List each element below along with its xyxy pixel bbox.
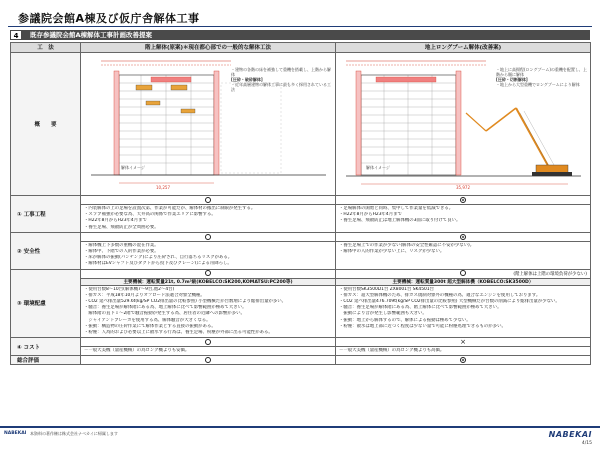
double-circle-icon — [460, 234, 466, 240]
circle-icon — [205, 234, 211, 240]
section-number: 4 — [10, 30, 22, 40]
total-row — [11, 356, 591, 365]
list-item: ・解体中、下階での人的作業が必要。 — [84, 249, 159, 255]
list-item: ・解体機上下多数の重機の混在作業。 — [84, 242, 159, 248]
list-item: ・排ガス：平成18年10月よりオフロード法適合対象全機種。 — [84, 292, 205, 298]
total-rating-left — [81, 356, 336, 365]
total-rating-right — [336, 356, 591, 365]
circle-icon — [205, 197, 211, 203]
row-label-total: 総合評価 — [11, 356, 81, 365]
footer-logo: NABEKAI — [4, 431, 27, 436]
circle-icon — [205, 339, 211, 345]
list-item: ・足場解体の開始と同時、集中して作業量を低減できる。 — [339, 206, 454, 211]
right-note-2: [圧砕・切断解体] — [496, 77, 528, 82]
safety-row — [11, 232, 591, 241]
section-label: 既存参議院会館A棟解体工事計画改善提案 — [30, 31, 153, 39]
footer-brand: NABEKAI — [548, 430, 592, 439]
list-item: ・排ガス：超大型解体機のため、排ガス規制対象外の機種の為、適合なエンジンを使用しております。 — [339, 292, 541, 298]
circle-icon — [205, 270, 211, 276]
cost-row — [11, 338, 591, 347]
list-item: ・H22年8月からH23年4月まで — [84, 218, 147, 224]
safety-right-text — [336, 241, 591, 269]
overview-row — [11, 53, 591, 196]
schedule-detail-row — [11, 205, 591, 233]
environment-rating-right — [336, 269, 591, 278]
right-dimension-label: 35,972 — [456, 185, 470, 190]
environment-row — [11, 269, 591, 278]
double-circle-icon — [460, 197, 466, 203]
list-item: ジャイアントブレーカを使用する為、解体騒音が大きくなる。 — [84, 317, 211, 323]
environment-rating-left — [81, 269, 336, 278]
page-number: 4/15 — [581, 441, 592, 446]
schedule-row — [11, 196, 591, 205]
page-title: 参議院会館A棟及び仮庁舎解体工事 — [18, 12, 200, 25]
section-bar — [10, 30, 590, 40]
left-note-3: ・近年高層建物の解体工事に最も多く採用されている工法 — [231, 82, 331, 92]
environment-detail-row — [11, 285, 591, 338]
list-item: ・CO2 延べ排出量476.709t(kg/SP CO2排出量の比較参照) 大型機械だが台数の削減により総排出量が少ない。 — [339, 299, 560, 305]
row-label-safety: ② 安全性 — [11, 232, 81, 269]
list-item: ・使用台数8～10台(解体機7～9台,他2～4台) — [84, 286, 175, 292]
schedule-rating-left — [81, 196, 336, 205]
schedule-rating-right — [336, 196, 591, 205]
double-circle-icon — [460, 357, 466, 363]
environment-right-text — [336, 285, 591, 338]
cost-right-text — [336, 347, 591, 356]
right-note-1: ・地上に高揚程(ロングブーム)の重機を配置し、上階から順に解体 — [496, 67, 587, 77]
right-drawing — [336, 53, 590, 195]
table-header-row — [11, 43, 591, 53]
list-item: ・振動：構造物の圧砕作業にて解体作業とする直接の振動がある。 — [84, 323, 216, 329]
list-item: ・振動：地上から解体するので、解体による振動は極めて少ない。 — [339, 317, 471, 323]
list-item: ・内装解体の上の足場を設置次第、作業が可能だが、解体材の搬出に制限が発生する。 — [84, 206, 256, 211]
list-item: ・解体中の人的作業が少ない上に、リスクが少ない。 — [339, 249, 445, 255]
list-item: ・使用台数SK3500D1台 ZX8001台 SK4501台 — [339, 286, 434, 292]
cost-rating-right — [336, 338, 591, 347]
safety-rating-left — [81, 232, 336, 241]
list-item: ・粉塵：人為的および必要以上に散水する行為は、養生足場、粉塵が外部に出る可能性がある。 — [84, 330, 273, 336]
cost-detail-row — [11, 347, 591, 356]
safety-detail-row — [11, 241, 591, 269]
list-item: ・解体材はEVシャフト及びダクトから投下及びクレーン(による吊降ろし。 — [84, 261, 232, 267]
right-machine-header: 主要機械：運転質量300t 超大型解体機（KOBELCO:SK3500D） — [336, 278, 591, 285]
page-footer — [0, 424, 600, 450]
comparison-table — [10, 42, 591, 365]
list-item: ・CO2 延べ排出量529.6t(kg/SP CO2排出量の比較参照) 小型機械だが台数増により総排出量が多い。 — [84, 299, 287, 305]
footer-copyright: 本資料の著作権は株式会社ナベカイに帰属します — [30, 431, 118, 436]
right-drawing-caption: 解体イメージ — [366, 165, 390, 170]
list-item: ・スラブ補強が必要な為、天井高の関係で作業エリアに影響する。 — [84, 212, 216, 218]
header-original: 階上解体(原案)＊現在都心部での一般的な解体工法 — [81, 43, 336, 53]
left-notes — [231, 67, 331, 92]
list-item: －一般大美機（量産機械）の為ロング機よりも安価。 — [84, 348, 190, 354]
safety-left-text — [81, 241, 336, 269]
circle-icon — [460, 270, 466, 276]
left-note-1: ・建物の各階の床を補強して重機を搭載し、上階から解体 — [231, 67, 331, 77]
cross-mark-icon: × — [460, 338, 466, 347]
header-improved: 地上ロングブーム解体(改善案) — [336, 43, 591, 53]
list-item: ・騒音：養生足場が解体階にある為、地上解体に比べて影響範囲が極めて大きい。 — [84, 305, 247, 311]
environment-note: (階上解体は上階の環境負荷が少ない) — [513, 271, 587, 277]
list-item: 振動により音が発生し影響範囲も大きい。 — [339, 311, 427, 317]
left-note-2: [圧砕・破砕解体] — [231, 77, 263, 82]
list-item: ・H22年8月からH23年4月まで — [339, 212, 402, 218]
left-machine-header: 主要機械：運転質量21t, 0.7m³級(KOBELCO:SK200,KOMATSU:PC200等) — [81, 278, 336, 285]
title-underline — [8, 26, 592, 27]
schedule-left-text — [81, 205, 336, 233]
footer-rule — [0, 426, 600, 428]
machine-header-row — [11, 278, 591, 285]
row-label-overview: 概 要 — [11, 53, 81, 196]
list-item: ・騒音：養生足場が解体階にある為、階上解体に比べて影響範囲が極めて大きい。 — [339, 305, 502, 311]
safety-rating-right — [336, 232, 591, 241]
row-label-environment: ③ 環境配慮 — [11, 269, 81, 338]
cost-rating-left — [81, 338, 336, 347]
header-method: 工 法 — [11, 43, 81, 53]
environment-left-text — [81, 285, 336, 338]
left-drawing — [81, 53, 335, 195]
list-item: －一般大美機（量産機械）の為ロング機よりも高価。 — [339, 348, 445, 354]
circle-icon — [205, 357, 211, 363]
right-notes — [496, 67, 588, 87]
list-item: ・床が解体の振動(パンチング)により圧砕され、自行落ちるリスクがある。 — [84, 255, 233, 261]
schedule-right-text — [336, 205, 591, 233]
row-label-cost: ④ コスト — [11, 338, 81, 356]
right-note-3: ・地上から大型重機でロングブームにより解体 — [496, 82, 580, 87]
left-drawing-caption: 解体イメージ — [121, 165, 145, 170]
list-item: ・粉塵：散水は地上部に近づく程度は少ない量で可能に粉塵処理できるものが多い。 — [339, 323, 506, 329]
list-item: ・養生足場、飛散防止が全周囲必要。 — [84, 224, 159, 230]
row-label-schedule: ① 工事工程 — [11, 196, 81, 233]
left-dimension-label: 10,257 — [156, 185, 170, 190]
list-item: 解体階の直下１～2階で騒音振動が発生する為、居住者の近隣への影響が多い。 — [84, 311, 245, 317]
left-drawing-cell — [81, 53, 336, 196]
list-item: ・養生足場、飛散防止は地上解体機の3面に取り付けて良い。 — [339, 218, 461, 224]
cost-left-text — [81, 347, 336, 356]
list-item: ・養生足場上での作業が少ない(解体の安全性確認に不安が少ない)。 — [339, 242, 475, 248]
right-drawing-cell — [336, 53, 591, 196]
